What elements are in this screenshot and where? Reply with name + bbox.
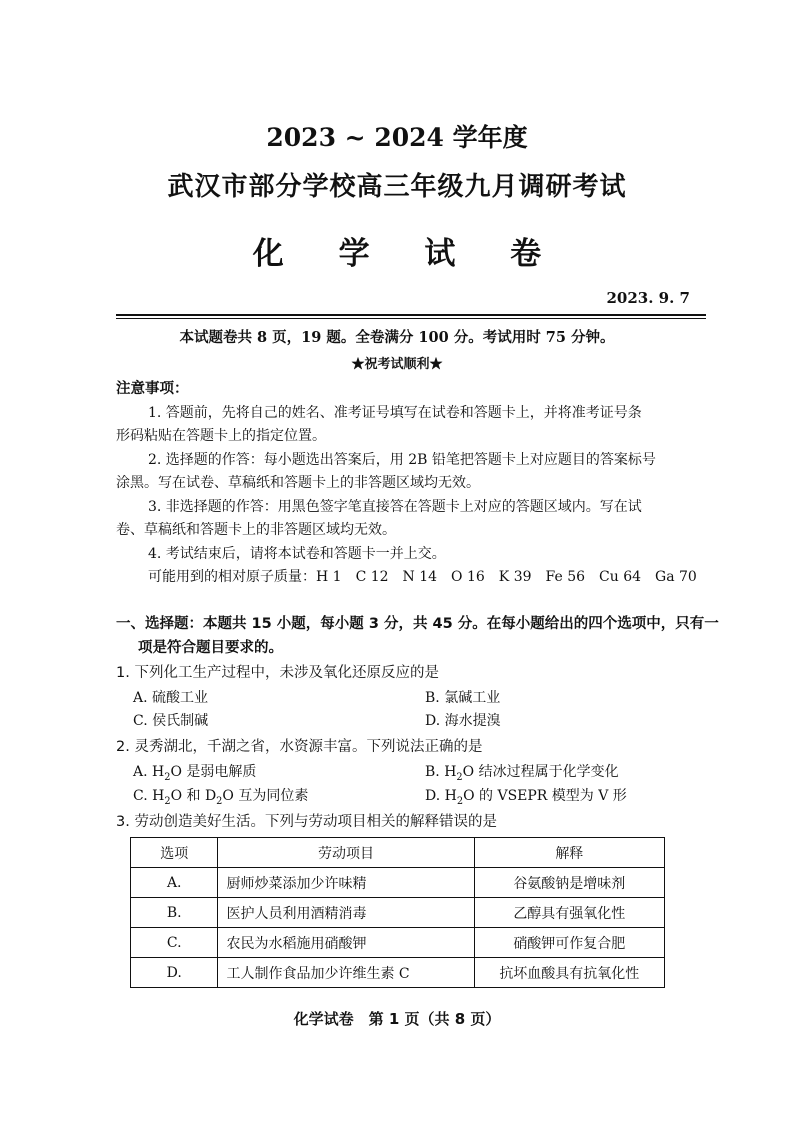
- question-3-table: [130, 837, 665, 988]
- question-2-option-c: C. $H_2O$ 和 $D_2O$ 互为同位素: [133, 788, 309, 807]
- table-cell-explanation: 抗坏血酸具有抗氧化性: [474, 958, 664, 988]
- exam-date: 2023. 9. 7: [606, 289, 690, 307]
- table-cell-explanation: 硝酸钾可作复合肥: [474, 928, 664, 958]
- section-1-line-1: 一、选择题：本题共 15 小题，每小题 3 分，共 45 分。在每小题给出的四个选项中，只有一: [116, 616, 719, 632]
- table-cell-option: D.: [131, 958, 218, 988]
- table-header-explanation: 解释: [474, 838, 664, 868]
- notice-item-1b: 形码粘贴在答题卡上的指定位置。: [116, 428, 326, 444]
- question-1-option-a: A. 硫酸工业: [133, 690, 209, 706]
- table-header-row: [131, 838, 665, 868]
- atomic-masses: 可能用到的相对原子质量：H 1 C 12 N 14 O 16 K 39 Fe 56 Cu 64 Ga 70: [148, 569, 697, 585]
- page-footer: 化学试卷 第 1 页（共 8 页）: [293, 1010, 501, 1028]
- notice-item-3b: 卷、草稿纸和答题卡上的非答题区域均无效。: [116, 522, 396, 538]
- question-2-stem: 2. 灵秀湖北，千湖之省，水资源丰富。下列说法正确的是: [116, 739, 483, 755]
- question-2-option-b: B. $H_2O$ 结冰过程属于化学变化: [425, 764, 619, 783]
- table-cell-labor-item: 农民为水稻施用硝酸钾: [218, 928, 474, 958]
- exam-summary: 本试题卷共 8 页，19 题。全卷满分 100 分。考试用时 75 分钟。: [179, 329, 615, 346]
- table-row: [131, 958, 665, 988]
- school-year-title: 2023 ~ 2024 学年度: [266, 123, 528, 152]
- table-header-labor-item: 劳动项目: [218, 838, 474, 868]
- table-row: [131, 868, 665, 898]
- header-rule-thin: [116, 318, 706, 319]
- question-1-option-b: B. 氯碱工业: [425, 690, 501, 706]
- header-rule-thick: [116, 314, 706, 316]
- notice-item-4: 4. 考试结束后，请将本试卷和答题卡一并上交。: [148, 546, 446, 562]
- table-cell-labor-item: 工人制作食品加少许维生素 C: [218, 958, 474, 988]
- good-luck-line: ★祝考试顺利★: [351, 357, 443, 372]
- question-1-option-d: D. 海水提溴: [425, 713, 501, 729]
- table-cell-labor-item: 医护人员利用酒精消毒: [218, 898, 474, 928]
- question-3-stem: 3. 劳动创造美好生活。下列与劳动项目相关的解释错误的是: [116, 814, 497, 830]
- question-1-option-c: C. 侯氏制碱: [133, 713, 209, 729]
- table-cell-explanation: 谷氨酸钠是增味剂: [474, 868, 664, 898]
- notice-item-2b: 涂黑。写在试卷、草稿纸和答题卡上的非答题区域均无效。: [116, 475, 480, 491]
- table-row: [131, 928, 665, 958]
- table-row: [131, 898, 665, 928]
- section-1-line-2: 项是符合题目要求的。: [138, 640, 283, 656]
- table-header-option: 选项: [131, 838, 218, 868]
- question-1-stem: 1. 下列化工生产过程中，未涉及氧化还原反应的是: [116, 665, 439, 681]
- table-cell-option: A.: [131, 868, 218, 898]
- notice-heading: 注意事项：: [116, 380, 189, 397]
- notice-item-2a: 2. 选择题的作答：每小题选出答案后，用 2B 铅笔把答题卡上对应题目的答案标号: [148, 452, 656, 468]
- table-cell-option: C.: [131, 928, 218, 958]
- notice-item-3a: 3. 非选择题的作答：用黑色签字笔直接答在答题卡上对应的答题区域内。写在试: [148, 499, 642, 515]
- table-cell-option: B.: [131, 898, 218, 928]
- notice-item-1a: 1. 答题前，先将自己的姓名、准考证号填写在试卷和答题卡上，并将准考证号条: [148, 405, 642, 421]
- table-cell-explanation: 乙醇具有强氧化性: [474, 898, 664, 928]
- table-cell-labor-item: 厨师炒菜添加少许味精: [218, 868, 474, 898]
- exam-title: 武汉市部分学校高三年级九月调研考试: [167, 172, 627, 202]
- subject-title: 化 学 试 卷: [252, 236, 564, 272]
- question-2-option-d: D. $H_2O$ 的 VSEPR 模型为 V 形: [425, 788, 627, 807]
- question-2-option-a: A. $H_2O$ 是弱电解质: [133, 764, 257, 783]
